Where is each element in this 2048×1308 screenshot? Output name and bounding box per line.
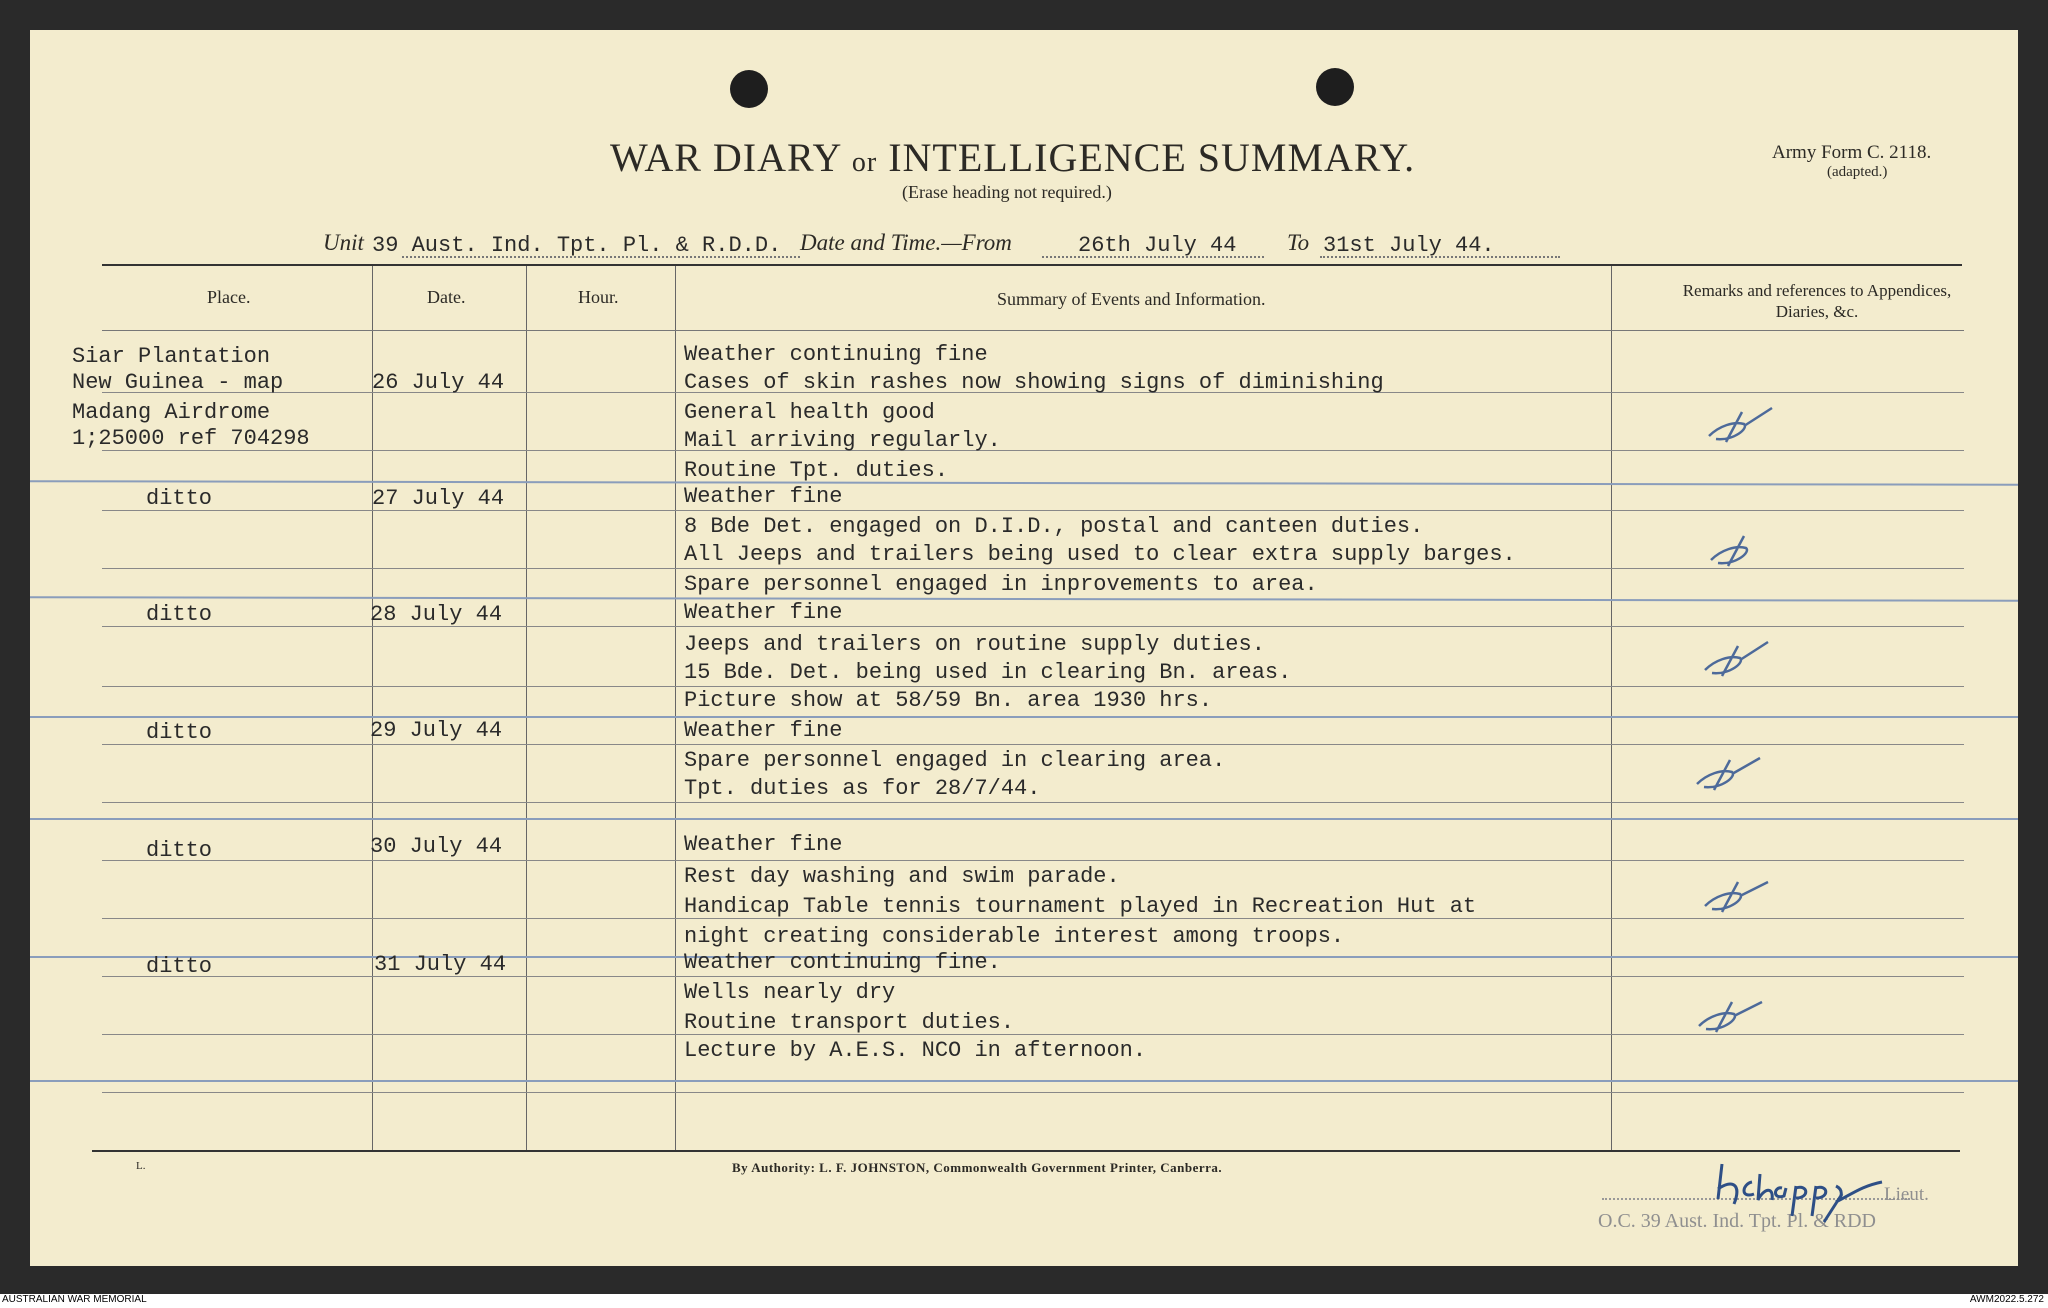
officer-commanding-label: O.C. 39 Aust. Ind. Tpt. Pl. & RDD <box>1598 1210 1876 1232</box>
summary-line: Routine transport duties. <box>684 1010 1015 1035</box>
column-divider <box>372 266 373 1150</box>
accession-number: AWM2022.5.272 <box>1969 1294 2044 1305</box>
from-dotted-line <box>1042 256 1264 258</box>
summary-line: Weather fine <box>684 600 843 625</box>
summary-line: Rest day washing and swim parade. <box>684 864 1120 889</box>
place-line: ditto <box>146 838 213 863</box>
to-date: 31st July 44. <box>1323 233 1495 258</box>
ruled-line <box>102 686 1964 687</box>
unit-label: Unit <box>323 230 364 255</box>
handwritten-check-mark <box>1694 996 1764 1036</box>
summary-line: 8 Bde Det. engaged on D.I.D., postal and canteen duties. <box>684 514 1424 539</box>
summary-line: Cases of skin rashes now showing signs of diminishing <box>684 370 1384 395</box>
to-label: To <box>1287 230 1310 255</box>
table-top-rule <box>102 264 1962 266</box>
col-header-remarks: Remarks and references to Appendices, Diaries, &c. <box>1682 281 1952 321</box>
entry-date: 31 July 44 <box>374 952 507 977</box>
war-diary-form <box>30 30 2018 1266</box>
summary-line: General health good <box>684 400 935 425</box>
punch-hole <box>730 70 768 108</box>
place-line: ditto <box>146 486 213 511</box>
summary-line: Mail arriving regularly. <box>684 428 1001 453</box>
place-line: ditto <box>146 602 213 627</box>
ruled-line <box>102 1034 1964 1035</box>
col-header-place: Place. <box>207 287 251 307</box>
handwritten-check-mark <box>1700 876 1770 916</box>
handwritten-check-mark <box>1706 530 1776 570</box>
to-dotted-line <box>1320 256 1560 258</box>
col-header-hour: Hour. <box>578 287 619 307</box>
handwritten-check-mark <box>1700 640 1770 680</box>
archive-name: AUSTRALIAN WAR MEMORIAL <box>2 1294 147 1305</box>
summary-line: Tpt. duties as for 28/7/44. <box>684 776 1041 801</box>
printer-credit: By Authority: L. F. JOHNSTON, Commonwealth Government Printer, Canberra. <box>732 1160 1223 1175</box>
army-form-number: Army Form C. 2118. <box>1772 142 1932 163</box>
entry-date: 30 July 44 <box>370 834 503 859</box>
column-divider <box>526 266 527 1150</box>
summary-line: Routine Tpt. duties. <box>684 458 949 483</box>
column-divider <box>675 266 676 1150</box>
date-time-label: Date and Time.—From <box>800 230 1012 255</box>
summary-line: Weather continuing fine <box>684 342 988 367</box>
place-line: 1;25000 ref 704298 <box>72 426 310 451</box>
from-date: 26th July 44 <box>1078 233 1237 258</box>
place-line: ditto <box>146 954 213 979</box>
unit-dotted-line <box>402 256 800 258</box>
summary-line: Weather fine <box>684 718 843 743</box>
form-title: WAR DIARY or INTELLIGENCE SUMMARY. <box>610 135 1416 180</box>
ruled-line <box>102 568 1964 569</box>
ruled-line <box>102 330 1964 331</box>
ruled-line <box>102 802 1964 803</box>
army-form-adapted: (adapted.) <box>1827 164 1888 180</box>
entry-separator-line <box>30 956 2018 958</box>
summary-line: Wells nearly dry <box>684 980 896 1005</box>
handwritten-check-mark <box>1692 754 1762 794</box>
summary-line: Lecture by A.E.S. NCO in afternoon. <box>684 1038 1147 1063</box>
unit-value: 39 Aust. Ind. Tpt. Pl. & R.D.D. <box>372 233 782 258</box>
ruled-line <box>102 450 1964 451</box>
entry-separator-line <box>30 480 2018 485</box>
ruled-line <box>102 860 1964 861</box>
summary-line: Jeeps and trailers on routine supply duties. <box>684 632 1265 657</box>
summary-line: Weather fine <box>684 484 843 509</box>
ruled-line <box>102 744 1964 745</box>
column-divider <box>1611 266 1612 1150</box>
place-line: Siar Plantation <box>72 344 271 369</box>
summary-line: 15 Bde. Det. being used in clearing Bn. areas. <box>684 660 1292 685</box>
place-line: Madang Airdrome <box>72 400 271 425</box>
handwritten-signature <box>1712 1144 1912 1224</box>
entry-separator-line <box>30 596 2018 601</box>
entry-separator-line <box>30 1080 2018 1082</box>
summary-line: Spare personnel engaged in clearing area. <box>684 748 1226 773</box>
form-subtitle: (Erase heading not required.) <box>902 182 1112 202</box>
summary-line: Weather continuing fine. <box>684 950 1001 975</box>
punch-hole <box>1316 68 1354 106</box>
entry-date: 28 July 44 <box>370 602 503 627</box>
place-line: New Guinea - map <box>72 370 284 395</box>
entry-date: 26 July 44 <box>372 370 505 395</box>
col-header-summary: Summary of Events and Information. <box>997 289 1266 309</box>
summary-line: Picture show at 58/59 Bn. area 1930 hrs. <box>684 688 1213 713</box>
summary-line: night creating considerable interest among troops. <box>684 924 1345 949</box>
summary-line: Spare personnel engaged in inprovements to area. <box>684 572 1318 597</box>
rank-label: Lieut. <box>1884 1184 1929 1205</box>
table-bottom-rule <box>92 1150 1960 1152</box>
archive-credit-bar <box>0 1294 2048 1308</box>
entry-date: 27 July 44 <box>372 486 505 511</box>
col-header-date: Date. <box>427 287 466 307</box>
footer-mark: L. <box>136 1160 146 1172</box>
entry-date: 29 July 44 <box>370 718 503 743</box>
summary-line: All Jeeps and trailers being used to clear extra supply barges. <box>684 542 1516 567</box>
summary-line: Weather fine <box>684 832 843 857</box>
summary-line: Handicap Table tennis tournament played in Recreation Hut at <box>684 894 1477 919</box>
ruled-line <box>102 1092 1964 1093</box>
entry-separator-line <box>30 716 2018 718</box>
place-line: ditto <box>146 720 213 745</box>
entry-separator-line <box>30 818 2018 820</box>
handwritten-check-mark <box>1704 406 1774 446</box>
